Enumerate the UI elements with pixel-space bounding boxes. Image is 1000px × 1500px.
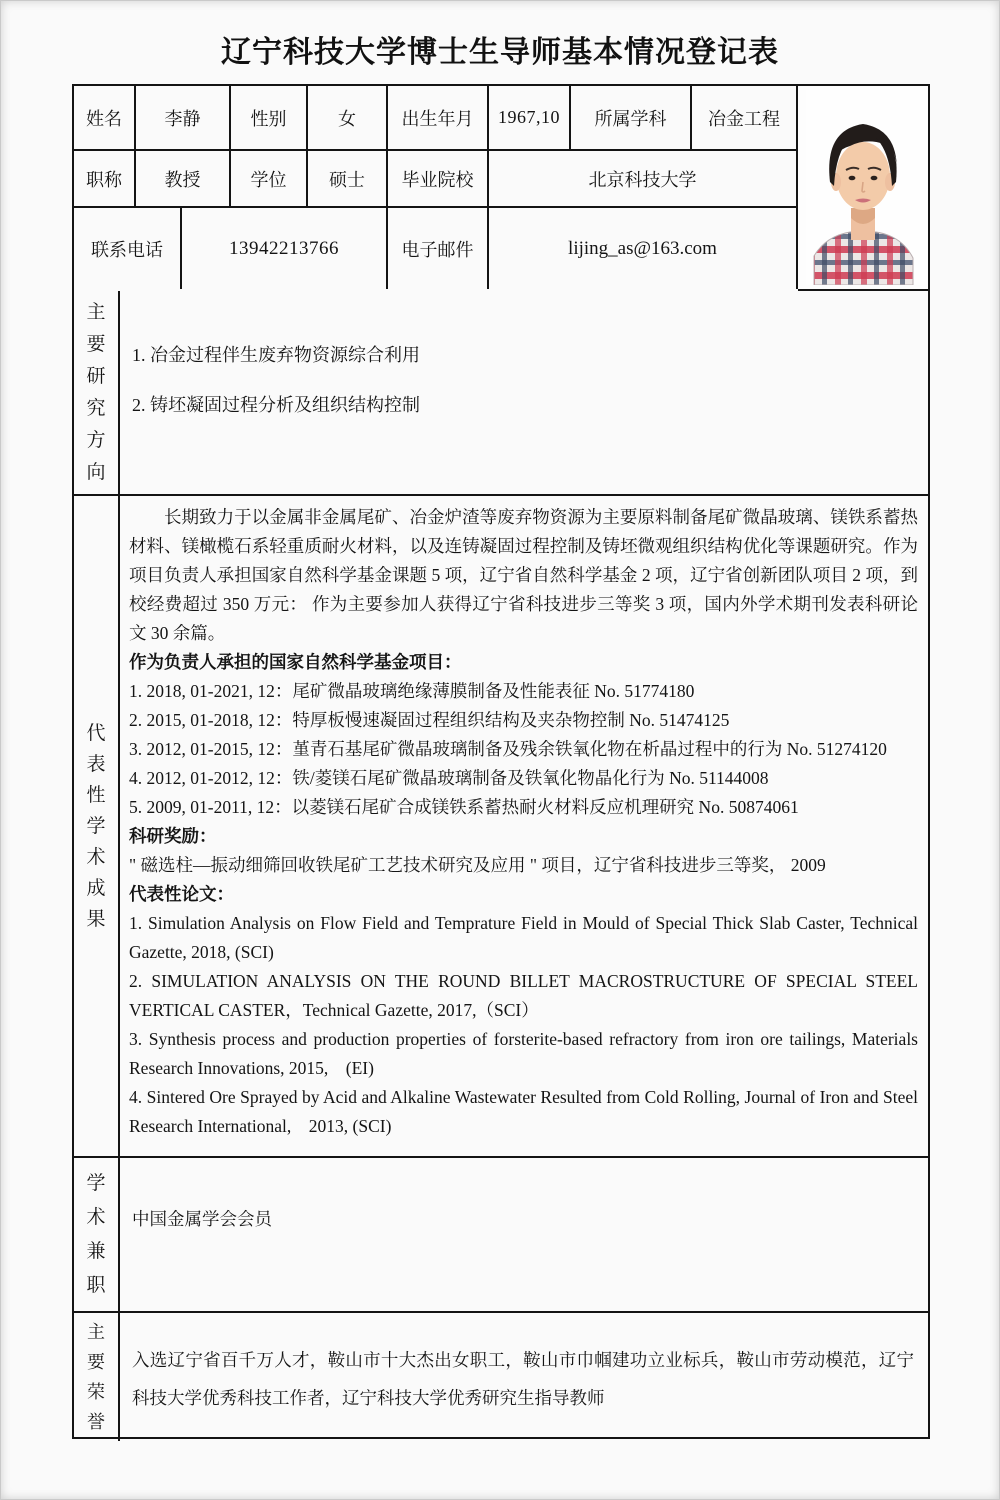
honors-content: 入选辽宁省百千万人才，鞍山市十大杰出女职工，鞍山市巾帼建功立业标兵，鞍山市劳动模范，辽宁科技大学优秀科技工作者，辽宁科技大学优秀研究生指导教师: [132, 1350, 914, 1408]
section-honors: [74, 1313, 928, 1441]
nsfc-heading: 作为负责人承担的国家自然科学基金项目：: [129, 652, 462, 672]
research-item-2: 2. 铸坯凝固过程分析及组织结构控制: [132, 395, 420, 415]
registration-form: [72, 84, 930, 1439]
section-membership: [74, 1158, 928, 1313]
paper-1: 1. Simulation Analysis on Flow Field and Temprature Field in Mould of Special Thick Slab Caster, Technical Gazette, 2018, (SCI): [129, 913, 918, 962]
page-title: 辽宁科技大学博士生导师基本情况登记表: [221, 36, 779, 69]
section-research-directions: [74, 291, 928, 496]
achievements-content: [120, 496, 928, 1156]
gender-value: 女: [308, 86, 388, 149]
achievements-label: 代表性学术成果: [74, 496, 120, 1156]
info-row-1: [74, 86, 798, 151]
title-label: 职称: [74, 151, 136, 206]
portrait-photo: [798, 86, 928, 291]
membership-content: 中国金属学会会员: [132, 1209, 272, 1229]
nsfc-project-4: 4. 2012, 01-2012, 12：铁/菱镁石尾矿微晶玻璃制备及铁氧化物晶化行为 No. 51144008: [129, 768, 769, 788]
school-label: 毕业院校: [388, 151, 489, 206]
phone-value: 13942213766: [182, 208, 388, 289]
membership-label: 学术兼职: [74, 1158, 120, 1311]
degree-value: 硕士: [308, 151, 388, 206]
paper-4: 4. Sintered Ore Sprayed by Acid and Alkaline Wastewater Resulted from Cold Rolling, Journal of Iron and Steel Research International, 2013, (SCI): [129, 1087, 918, 1136]
award-line: " 磁选柱—振动细筛回收铁尾矿工艺技术研究及应用 " 项目，辽宁省科技进步三等奖， 2009: [129, 855, 826, 875]
portrait-photo-image: [806, 90, 920, 285]
gender-label: 性别: [231, 86, 308, 149]
paper-3: 3. Synthesis process and production properties of forsterite-based refractory from iron ore tailings, Materials Research Innovations, 2015, (EI): [129, 1029, 918, 1078]
email-value: lijing_as@163.com: [489, 208, 798, 289]
nsfc-project-2: 2. 2015, 01-2018, 12：特厚板慢速凝固过程组织结构及夹杂物控制 No. 51474125: [129, 710, 730, 730]
paper-2: 2. SIMULATION ANALYSIS ON THE ROUND BILLET MACROSTRUCTURE OF SPECIAL STEEL VERTICAL CASTER，Technical Gazette, 2017,（SCI）: [129, 971, 918, 1020]
section-achievements: [74, 496, 928, 1158]
research-directions-label: 主要研究方向: [74, 291, 120, 494]
research-item-1: 1. 冶金过程伴生废弃物资源综合利用: [132, 345, 420, 365]
honors-label: 主要荣誉: [74, 1313, 120, 1441]
personal-info-grid: [74, 86, 798, 291]
nsfc-project-3: 3. 2012, 01-2015, 12：堇青石基尾矿微晶玻璃制备及残余铁氧化物在析晶过程中的行为 No. 51274120: [129, 739, 887, 759]
papers-heading: 代表性论文：: [129, 884, 234, 904]
school-value: 北京科技大学: [489, 151, 798, 206]
discipline-value: 冶金工程: [692, 86, 798, 149]
birth-value: 1967,10: [489, 86, 571, 149]
email-label: 电子邮件: [388, 208, 489, 289]
phone-label: 联系电话: [74, 208, 182, 289]
discipline-label: 所属学科: [571, 86, 692, 149]
degree-label: 学位: [231, 151, 308, 206]
info-row-3: [74, 208, 798, 289]
personal-info-block: [74, 86, 928, 291]
name-value: 李静: [136, 86, 231, 149]
nsfc-project-5: 5. 2009, 01-2011, 12：以菱镁石尾矿合成镁铁系蓄热耐火材料反应机理研究 No. 50874061: [129, 797, 799, 817]
name-label: 姓名: [74, 86, 136, 149]
research-directions-content: [120, 291, 928, 494]
birth-label: 出生年月: [388, 86, 489, 149]
title-value: 教授: [136, 151, 231, 206]
achievements-intro: 长期致力于以金属非金属尾矿、冶金炉渣等废弃物资源为主要原料制备尾矿微晶玻璃、镁铁系蓄热材料、镁橄榄石系轻重质耐火材料，以及连铸凝固过程控制及铸坯微观组织结构优化等课题研究。作为项目负责人承担国家自然科学基金课题 5 项，辽宁省自然科学基金 2 项，辽宁省创新团队项目 2 项，到校经费超过 350 万元： 作为主要参加人获得辽宁省科技进步三等奖 3 项，国内外学术期刊发表科研论文 30 余篇。: [129, 507, 918, 643]
award-heading: 科研奖励：: [129, 826, 217, 846]
nsfc-project-1: 1. 2018, 01-2021, 12：尾矿微晶玻璃绝缘薄膜制备及性能表征 No. 51774180: [129, 681, 695, 701]
info-row-2: [74, 151, 798, 208]
